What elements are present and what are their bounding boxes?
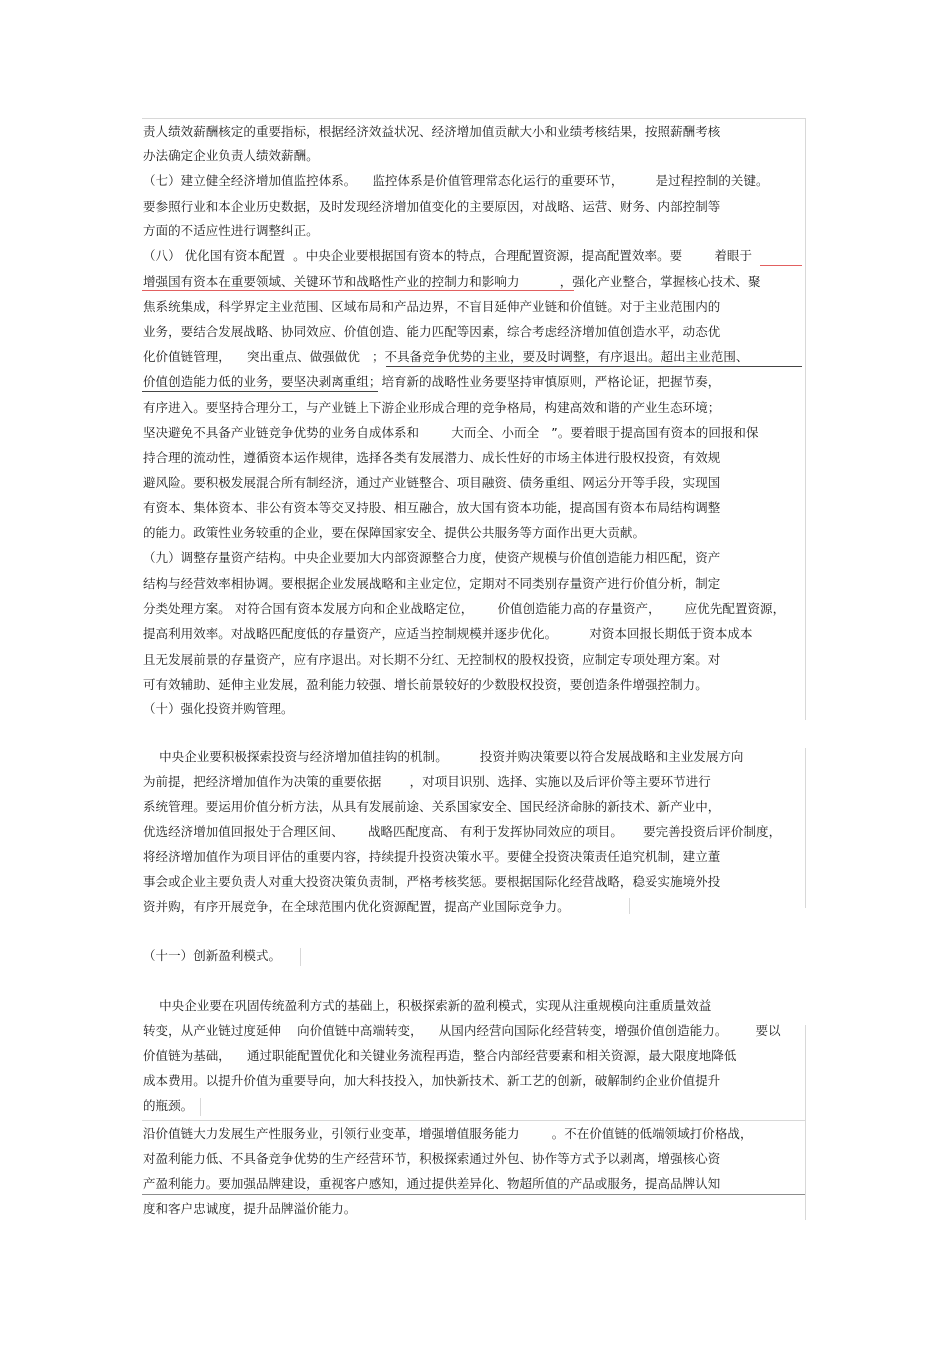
text-line: 有序进入。要坚持合理分工，与产业链上下游企业形成合理的竞争格局，构建高效和谐的产业生态环境；	[143, 400, 721, 415]
text-line: 价值创造能力低的业务，要坚决剥离重组；培育新的战略性业务要坚持审慎原则，严格论证，把握节奏，	[143, 374, 721, 389]
highlight-underline	[142, 391, 378, 392]
frame-right-bottom	[805, 1025, 806, 1220]
text-line: 沿价值链大力发展生产性服务业，引领行业变革，增强增值服务能力 。不在价值链的低端领域打价格战，	[143, 1126, 753, 1141]
text-line: 资并购，有序开展竞争，在全球范围内优化资源配置，提高产业国际竞争力。	[143, 899, 570, 914]
text-line: 优选经济增加值回报处于合理区间、 战略匹配度高、 有利于发挥协同效应的项目。 要完善投资后评价制度，	[143, 824, 782, 839]
text-line: 化价值链管理， 突出重点、做强做优 ；不具备竞争优势的主业，要及时调整，有序退出。超出主业范围、	[143, 349, 749, 364]
frame-hline	[142, 1120, 805, 1121]
text-line: 事会或企业主要负责人对重大投资决策负责制，严格考核奖惩。要根据国际化经营战略，稳妥实施境外投	[143, 874, 721, 889]
text-line: 持合理的流动性，遵循资本运作规律，选择各类有发展潜力、成长性好的市场主体进行股权投资，有效规	[143, 450, 721, 465]
text-line: 方面的不适应性进行调整纠正。	[143, 223, 319, 238]
frame-right-top	[805, 118, 806, 720]
text-line: 可有效辅助、延伸主业发展，盈利能力较强、增长前景较好的少数股权投资，要创造条件增强控制力。	[143, 677, 708, 692]
highlight-underline	[386, 366, 802, 367]
frame-hline	[142, 1194, 805, 1195]
highlight-underline	[142, 290, 574, 291]
text-line: 价值链为基础， 通过职能配置优化和关键业务流程再造，整合内部经营要素和相关资源，最大限度地降低	[143, 1048, 737, 1063]
frame-mark	[300, 948, 301, 966]
text-line: 产盈利能力。要加强品牌建设，重视客户感知，通过提供差异化、物超所值的产品或服务，提高品牌认知	[143, 1176, 721, 1191]
text-line: 业务，要结合发展战略、协同效应、价值创造、能力匹配等因素，综合考虑经济增加值创造水平，动态优	[143, 324, 721, 339]
text-line: 增强国有资本在重要领域、关键环节和战略性产业的控制力和影响力 ，强化产业整合，掌握核心技术、聚	[143, 274, 761, 289]
text-line: 坚决避免不具备产业链竞争优势的业务自成体系和 大而全、小而全 ”。要着眼于提高国有资本的回报和保	[143, 425, 759, 440]
text-line: （十）强化投资并购管理。	[143, 701, 294, 716]
text-line: 系统管理。要运用价值分析方法，从具有发展前途、关系国家安全、国民经济命脉的新技术、新产业中，	[143, 799, 721, 814]
text-line: 为前提，把经济增加值作为决策的重要依据 ，对项目识别、选择、实施以及后评价等主要环节进行	[143, 774, 711, 789]
highlight-underline	[760, 265, 802, 266]
text-line: 焦系统集成，科学界定主业范围、区域布局和产品边界，不盲目延伸产业链和价值链。对于主业范围内的	[143, 299, 721, 314]
text-line: 有资本、集体资本、非公有资本等交叉持股、相互融合，放大国有资本功能，提高国有资本布局结构调整	[143, 500, 721, 515]
text-line: 责人绩效薪酬核定的重要指标，根据经济效益状况、经济增加值贡献大小和业绩考核结果，按照薪酬考核	[143, 124, 721, 139]
text-line: 要参照行业和本企业历史数据，及时发现经济增加值变化的主要原因，对战略、运营、财务、内部控制等	[143, 199, 721, 214]
text-line: （九）调整存量资产结构。中央企业要加大内部资源整合力度，使资产规模与价值创造能力相匹配，资产	[143, 550, 721, 565]
text-line: 分类处理方案。 对符合国有资本发展方向和企业战略定位， 价值创造能力高的存量资产， 应优先配置资源，	[143, 601, 786, 616]
text-line: 将经济增加值作为项目评估的重要内容，持续提升投资决策水平。要健全投资决策责任追究机制，建立董	[143, 849, 721, 864]
text-line: 提高利用效率。对战略匹配度低的存量资产，应适当控制规模并逐步优化。 对资本回报长期低于资本成本	[143, 626, 753, 641]
text-line: 成本费用。以提升价值为重要导向，加大科技投入，加快新技术、新工艺的创新，破解制约企业价值提升	[143, 1073, 721, 1088]
text-line: 结构与经营效率相协调。要根据企业发展战略和主业定位，定期对不同类别存量资产进行价值分析，制定	[143, 576, 721, 591]
text-line: （八） 优化国有资本配置 。中央企业要根据国有资本的特点，合理配置资源，提高配置效率。要 着眼于	[143, 248, 753, 263]
text-line: 的瓶颈。	[143, 1098, 194, 1113]
text-line: 且无发展前景的存量资产，应有序退出。对长期不分红、无控制权的股权投资，应制定专项处理方案。对	[143, 652, 721, 667]
frame-mark	[200, 1098, 201, 1116]
text-line: 的能力。政策性业务较重的企业，要在保障国家安全、提供公共服务等方面作出更大贡献。	[143, 525, 646, 540]
text-line: 避风险。要积极发展混合所有制经济，通过产业链整合、项目融资、债务重组、网运分开等手段，实现国	[143, 475, 721, 490]
text-line: 办法确定企业负责人绩效薪酬。	[143, 148, 319, 163]
text-line: （十一）创新盈利模式。	[143, 948, 282, 963]
text-line: 度和客户忠诚度，提升品牌溢价能力。	[143, 1201, 357, 1216]
text-line: （七）建立健全经济增加值监控体系。 监控体系是价值管理常态化运行的重要环节， 是过程控制的关键。	[143, 173, 769, 188]
frame-mark	[629, 898, 630, 914]
text-line: 中央企业要积极探索投资与经济增加值挂钩的机制。 投资并购决策要以符合发展战略和主业发展方向	[143, 749, 744, 764]
text-line: 对盈利能力低、不具备竞争优势的生产经营环节，积极探索通过外包、协作等方式予以剥离，增强核心资	[143, 1151, 721, 1166]
frame-right-middle	[805, 748, 806, 908]
text-line: 转变，从产业链过度延伸 向价值链中高端转变， 从国内经营向国际化经营转变，增强价值创造能力。 要以	[143, 1023, 781, 1038]
text-line: 中央企业要在巩固传统盈利方式的基础上，积极探索新的盈利模式，实现从注重规模向注重质量效益	[143, 998, 712, 1013]
frame-hline	[142, 118, 805, 119]
